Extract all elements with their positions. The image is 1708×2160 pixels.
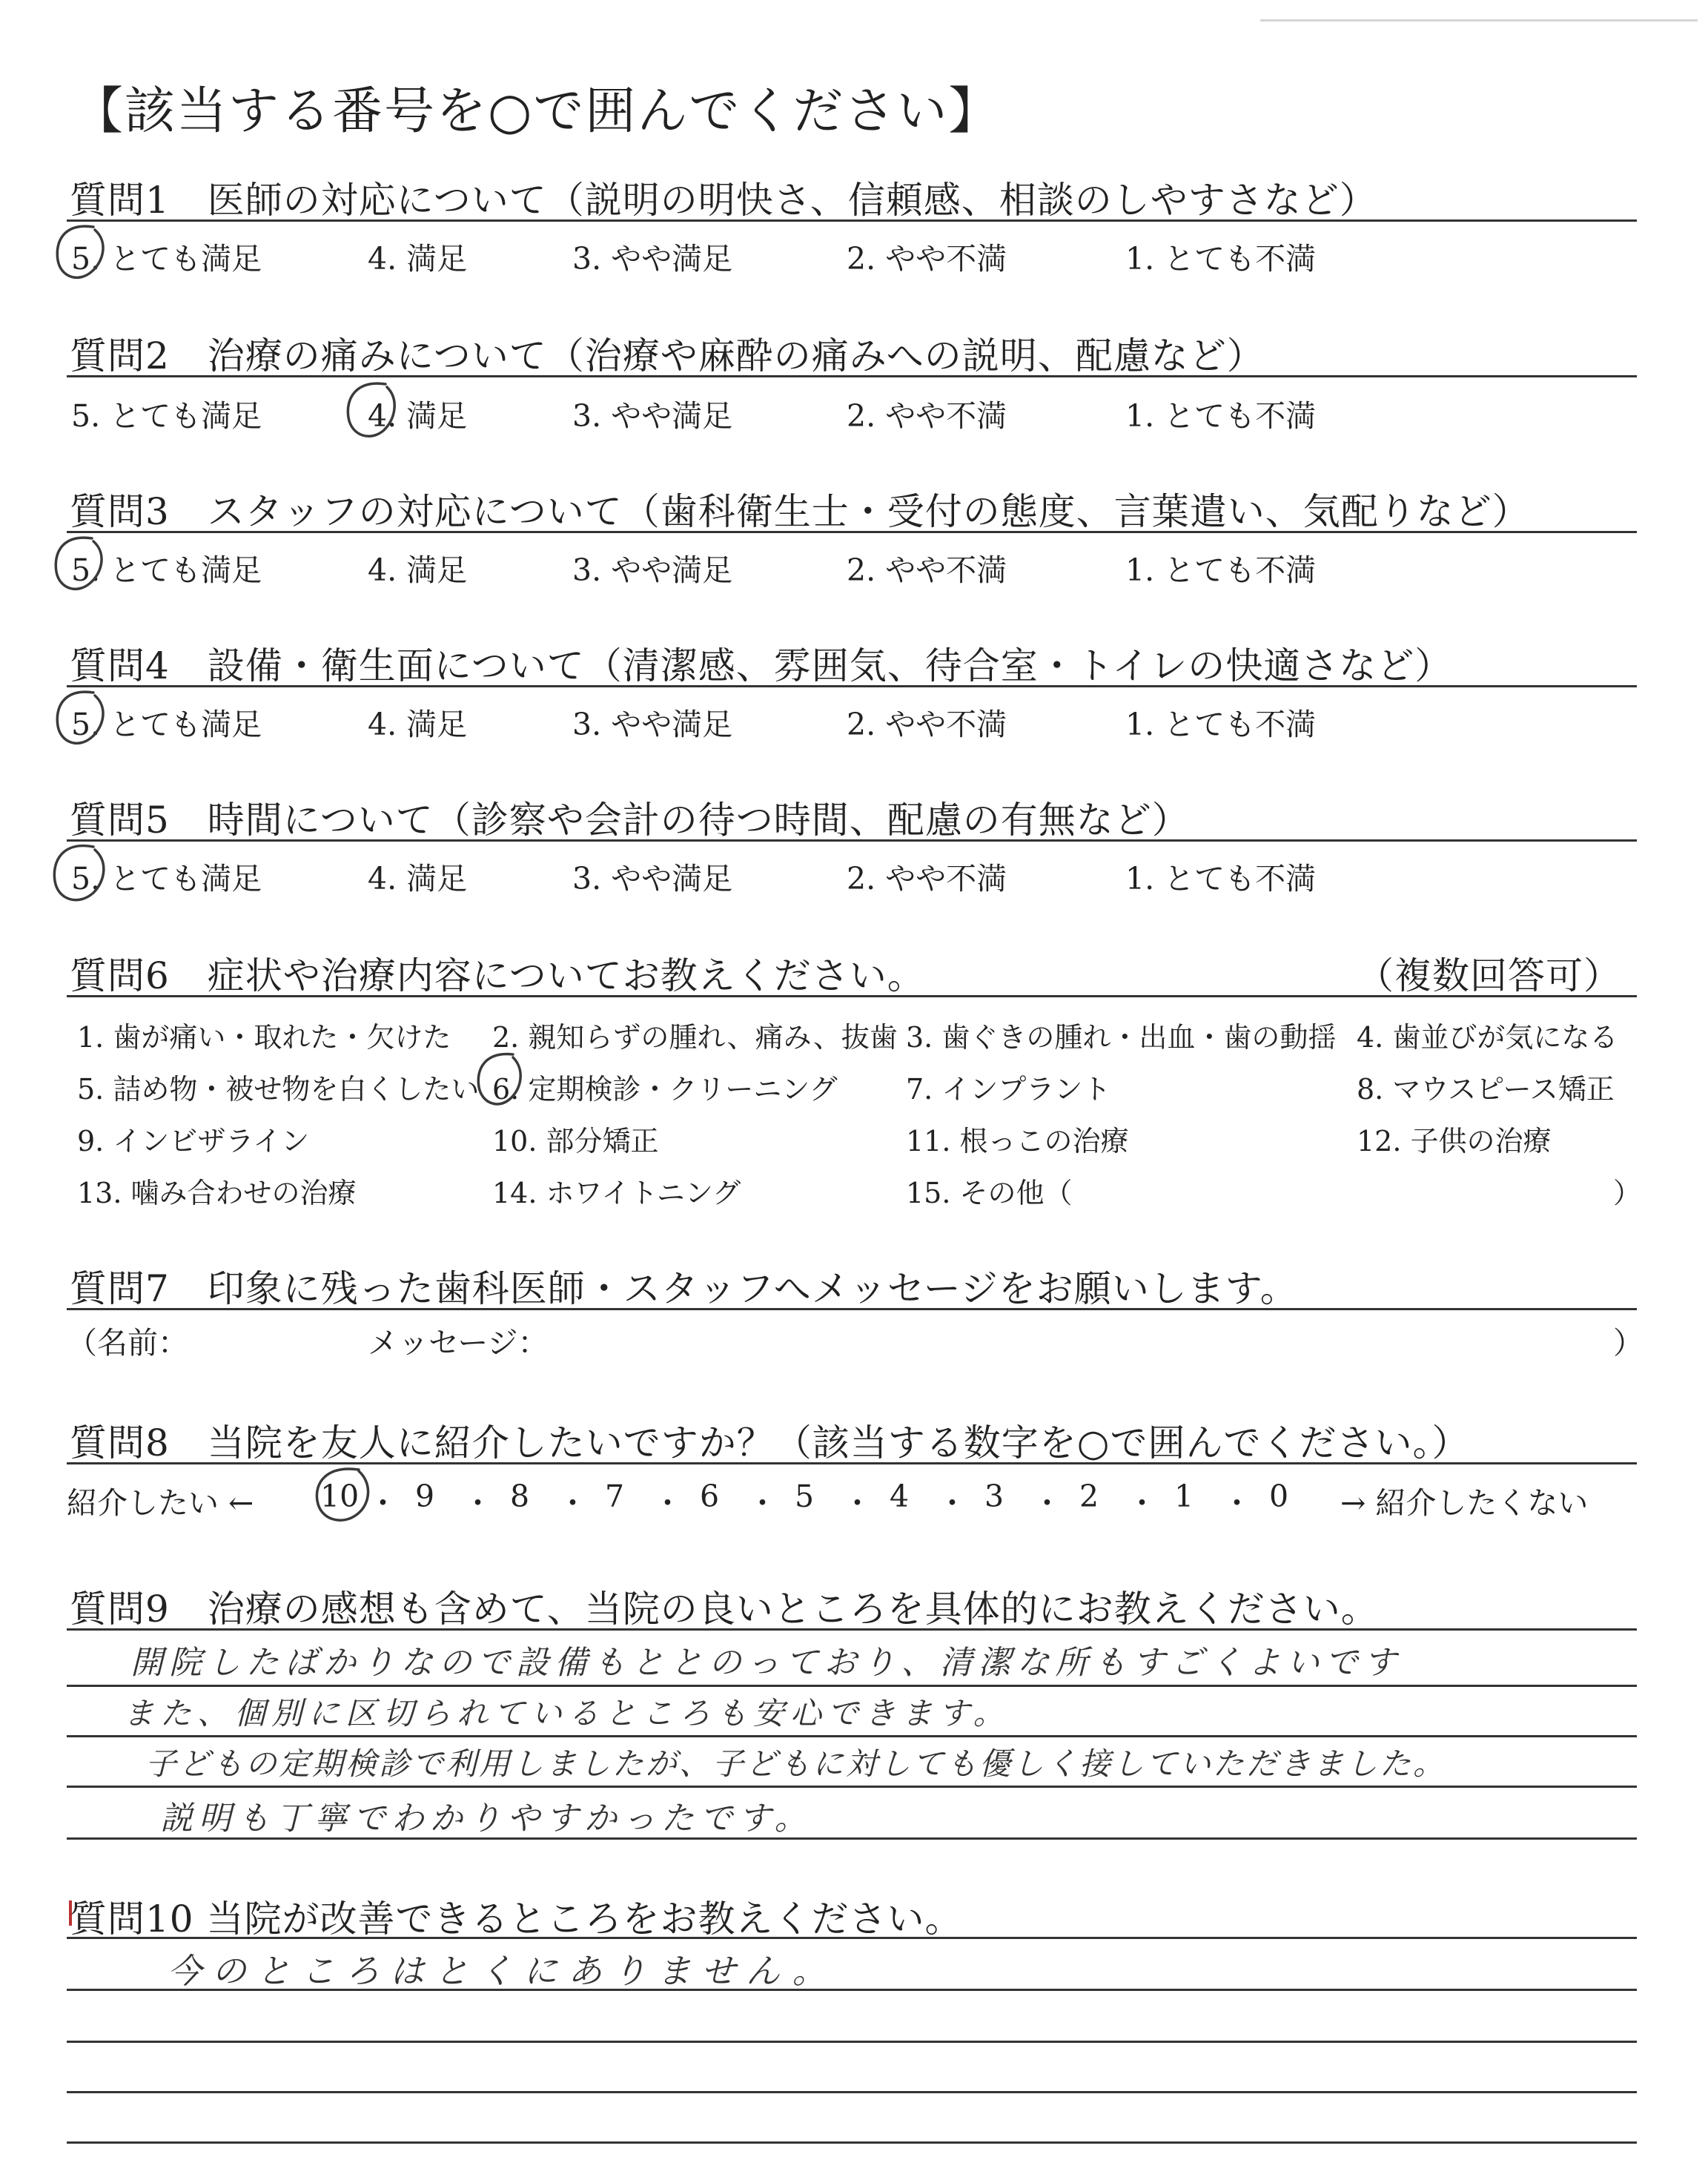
q8-scale-4[interactable]: 4: [890, 1479, 910, 1514]
question-3-title: 質問3 スタッフの対応について（歯科衛生士・受付の態度、言葉遣い、気配りなど）: [70, 490, 1530, 533]
question-9-rule-4: [67, 1786, 1637, 1788]
q8-scale-6[interactable]: 6: [700, 1479, 720, 1514]
q6-option-7[interactable]: 7. インプラント: [906, 1073, 1111, 1106]
question-1-title: 質問1 医師の対応について（説明の明快さ、信頼感、相談のしやすさなど）: [70, 179, 1377, 222]
q8-left-label: 紹介したい ←: [67, 1485, 254, 1521]
q1-option-4[interactable]: 4. 満足: [368, 241, 468, 277]
q8-scale-2[interactable]: 2: [1079, 1479, 1099, 1514]
scan-edge-line: [1260, 19, 1698, 22]
q8-scale-separator: ・: [842, 1485, 873, 1521]
q5-option-4[interactable]: 4. 満足: [368, 861, 468, 896]
q6-option-10[interactable]: 10. 部分矯正: [492, 1125, 659, 1157]
question-8-title: 質問8 当院を友人に紹介したいですか？（該当する数字を○で囲んでください。）: [70, 1421, 1470, 1464]
question-3-rule: [67, 531, 1637, 533]
q5-option-5[interactable]: 5. とても満足: [71, 861, 262, 896]
q5-selection-circle: [46, 838, 128, 919]
question-6-note: （複数回答可）: [1357, 954, 1621, 997]
q2-option-1[interactable]: 1. とても不満: [1125, 398, 1317, 434]
q5-option-3[interactable]: 3. やや満足: [572, 861, 733, 896]
q2-selection-circle: [340, 377, 414, 451]
q6-option-11[interactable]: 11. 根っこの治療: [906, 1125, 1129, 1157]
question-7-title: 質問7 印象に残った歯科医師・スタッフへメッセージをお願いします。: [70, 1267, 1298, 1310]
question-4-rule: [67, 685, 1637, 687]
question-6-title: 質問6 症状や治療内容についてお教えください。: [70, 954, 925, 997]
question-1-rule: [67, 219, 1637, 222]
q6-other-close: ）: [1613, 1177, 1642, 1209]
question-10-rule-5: [67, 2141, 1637, 2144]
q3-option-3[interactable]: 3. やや満足: [572, 552, 733, 588]
q4-selection-circle: [49, 685, 123, 759]
q8-scale-0[interactable]: 0: [1269, 1479, 1289, 1514]
q6-option-13[interactable]: 13. 噛み合わせの治療: [77, 1177, 357, 1209]
question-9-title: 質問9 治療の感想も含めて、当院の良いところを具体的にお教えください。: [70, 1588, 1379, 1631]
q1-option-3[interactable]: 3. やや満足: [572, 241, 733, 277]
q8-right-label: → 紹介したくない: [1340, 1485, 1589, 1521]
q3-option-1[interactable]: 1. とても不満: [1125, 552, 1317, 588]
q7-name-label: （名前：: [67, 1325, 188, 1361]
q4-option-4[interactable]: 4. 満足: [368, 707, 468, 742]
question-10-rule-4: [67, 2091, 1637, 2093]
q10-answer-line-1: 今のところはとくにありません。: [168, 1951, 837, 1991]
question-9-rule-3: [67, 1735, 1637, 1737]
question-5-title: 質問5 時間について（診察や会計の待つ時間、配慮の有無など）: [70, 799, 1190, 842]
q6-option-8[interactable]: 8. マウスピース矯正: [1357, 1073, 1615, 1106]
q9-answer-line-1: 開院したばかりなので設備もととのっており、清潔な所もすごくよいです: [130, 1644, 1403, 1682]
q6-option-6[interactable]: 6. 定期検診・クリーニング: [492, 1073, 838, 1106]
question-2-title: 質問2 治療の痛みについて（治療や麻酔の痛みへの説明、配慮など）: [70, 334, 1265, 377]
q5-option-1[interactable]: 1. とても不満: [1125, 861, 1317, 896]
q2-option-5[interactable]: 5. とても満足: [71, 398, 262, 434]
q3-selection-circle: [47, 531, 122, 605]
q6-option-12[interactable]: 12. 子供の治療: [1357, 1125, 1552, 1157]
q3-option-5[interactable]: 5. とても満足: [71, 552, 262, 588]
question-7-rule: [67, 1308, 1637, 1310]
q8-scale-separator: ・: [368, 1485, 398, 1521]
q6-option-14[interactable]: 14. ホワイトニング: [492, 1177, 741, 1209]
q9-answer-line-2: また、個別に区切られているところも安心できます。: [123, 1695, 1010, 1731]
q8-scale-10[interactable]: 10: [320, 1479, 360, 1514]
q8-scale-separator: ・: [937, 1485, 967, 1521]
q2-option-4[interactable]: 4. 満足: [368, 398, 468, 434]
q8-scale-3[interactable]: 3: [984, 1479, 1004, 1514]
q4-option-5[interactable]: 5. とても満足: [71, 707, 262, 742]
question-9-rule-1: [67, 1628, 1637, 1631]
q8-scale-separator: ・: [1222, 1485, 1252, 1521]
question-4-title: 質問4 設備・衛生面について（清潔感、雰囲気、待合室・トイレの快適さなど）: [70, 644, 1453, 687]
q8-scale-separator: ・: [652, 1485, 683, 1521]
question-10-rule-1: [67, 1937, 1637, 1939]
q3-option-4[interactable]: 4. 満足: [368, 552, 468, 588]
question-9-rule-2: [67, 1685, 1637, 1687]
q8-scale-separator: ・: [1127, 1485, 1157, 1521]
q8-scale-separator: ・: [747, 1485, 778, 1521]
q4-option-3[interactable]: 3. やや満足: [572, 707, 733, 742]
q8-scale-8[interactable]: 8: [510, 1479, 530, 1514]
q6-selection-circle: [469, 1047, 543, 1121]
q6-option-3[interactable]: 3. 歯ぐきの腫れ・出血・歯の動揺: [906, 1021, 1337, 1054]
page-title: 【該当する番号を○で囲んでください】: [73, 82, 1001, 141]
q9-answer-line-4: 説明も丁寧でわかりやすかったです。: [160, 1800, 813, 1837]
q6-option-1[interactable]: 1. 歯が痛い・取れた・欠けた: [77, 1021, 451, 1054]
question-6-rule: [67, 995, 1637, 997]
q2-option-2[interactable]: 2. やや不満: [847, 398, 1007, 434]
question-2-rule: [67, 375, 1637, 377]
question-8-rule: [67, 1462, 1637, 1464]
q4-option-2[interactable]: 2. やや不満: [847, 707, 1007, 742]
question-10-rule-3: [67, 2041, 1637, 2043]
q1-option-2[interactable]: 2. やや不満: [847, 241, 1007, 277]
q8-scale-7[interactable]: 7: [605, 1479, 625, 1514]
q2-option-3[interactable]: 3. やや満足: [572, 398, 733, 434]
question-10-title: 質問10 当院が改善できるところをお教えください。: [70, 1898, 963, 1941]
question-5-rule: [67, 839, 1637, 842]
q8-scale-separator: ・: [1032, 1485, 1062, 1521]
q7-message-label: メッセージ：: [368, 1325, 549, 1361]
q6-option-2[interactable]: 2. 親知らずの腫れ、痛み、抜歯: [492, 1021, 898, 1054]
q5-option-2[interactable]: 2. やや不満: [847, 861, 1007, 896]
q4-option-1[interactable]: 1. とても不満: [1125, 707, 1317, 742]
q8-scale-separator: ・: [557, 1485, 588, 1521]
q1-option-1[interactable]: 1. とても不満: [1125, 241, 1317, 277]
q8-scale-separator: ・: [463, 1485, 493, 1521]
q6-option-15[interactable]: 15. その他（: [906, 1177, 1073, 1209]
q8-scale-5[interactable]: 5: [795, 1479, 815, 1514]
q1-option-5[interactable]: 5. とても満足: [71, 241, 262, 277]
q1-selection-circle: [49, 219, 123, 294]
q8-scale-9[interactable]: 9: [415, 1479, 435, 1514]
q3-option-2[interactable]: 2. やや不満: [847, 552, 1007, 588]
q9-answer-line-3: 子どもの定期検診で利用しましたが、子どもに対しても優しく接していただきました。: [145, 1745, 1447, 1782]
q7-close: ）: [1613, 1325, 1644, 1361]
q8-scale-1[interactable]: 1: [1174, 1479, 1194, 1514]
q6-option-5[interactable]: 5. 詰め物・被せ物を白くしたい: [77, 1073, 480, 1106]
q6-option-4[interactable]: 4. 歯並びが気になる: [1357, 1021, 1618, 1054]
q6-option-9[interactable]: 9. インビザライン: [77, 1125, 310, 1157]
